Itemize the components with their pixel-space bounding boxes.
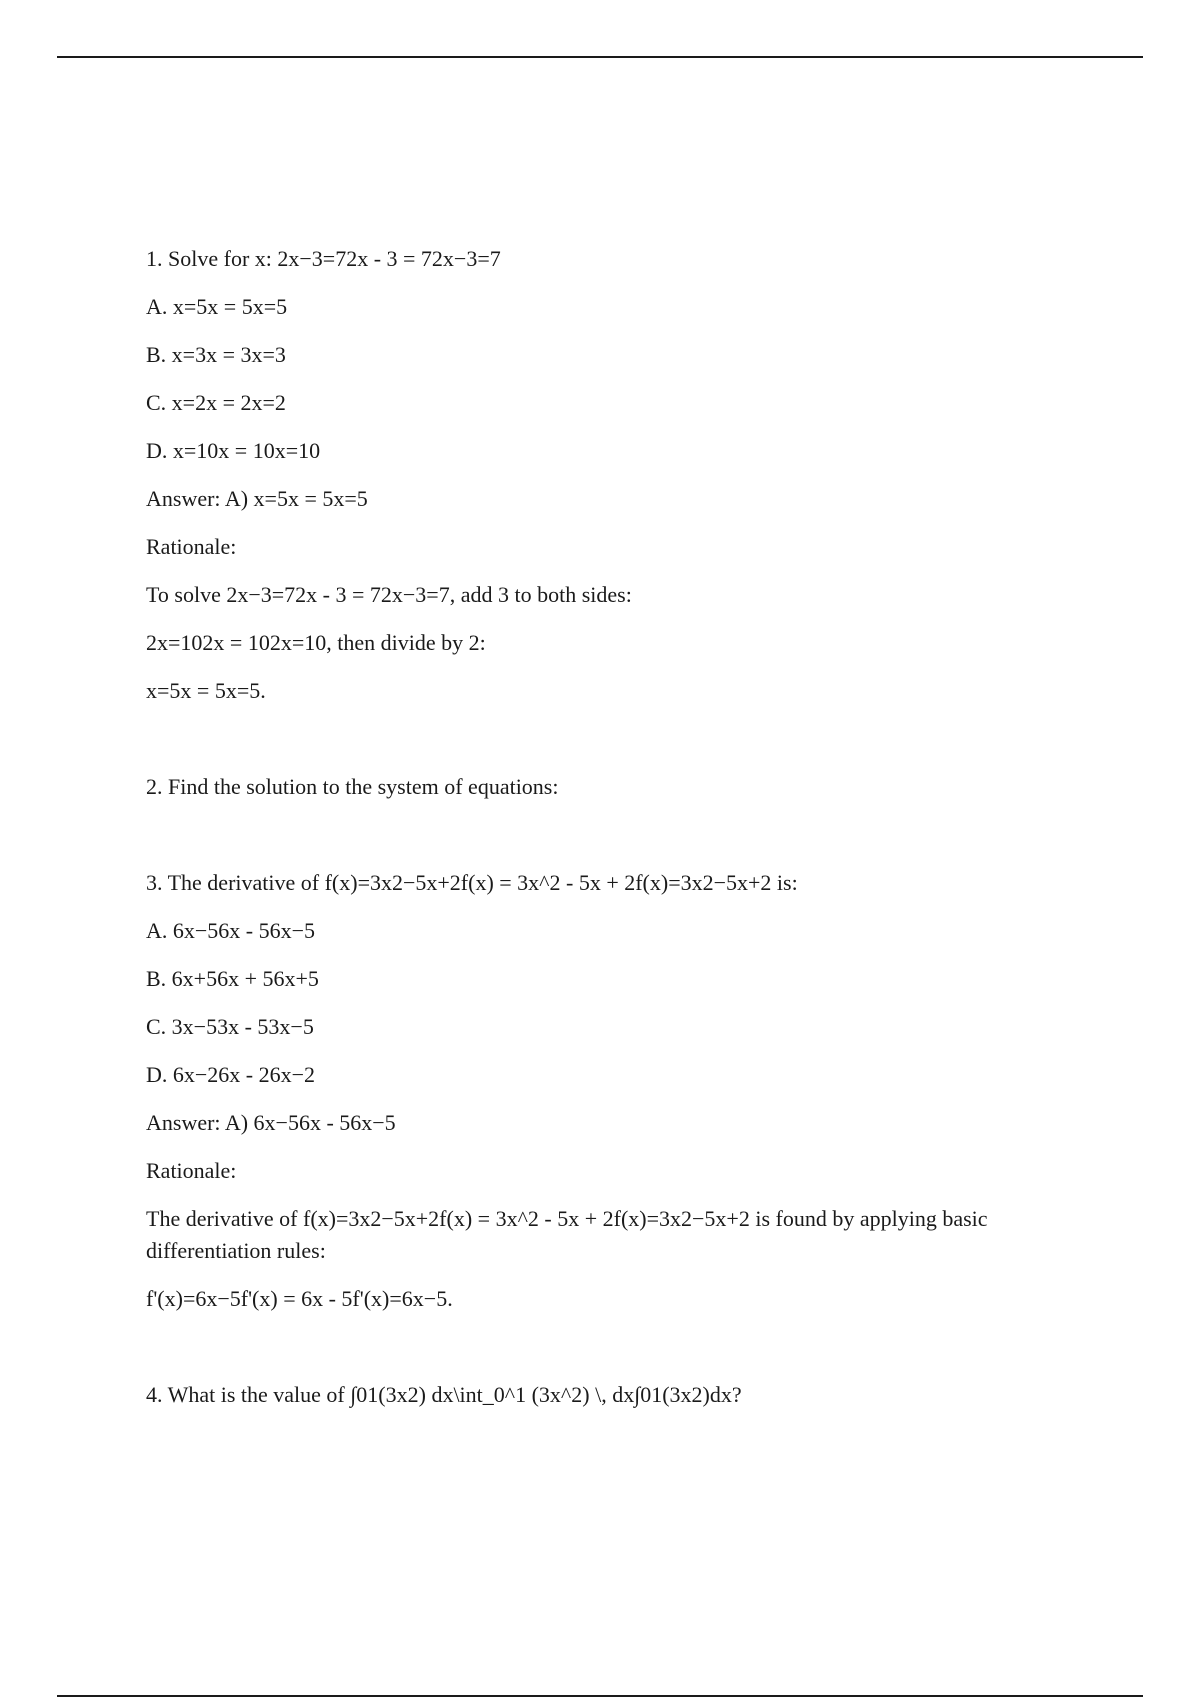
question-3-option-b: B. 6x+56x + 56x+5 bbox=[146, 966, 319, 991]
question-2-stem: 2. Find the solution to the system of equations: bbox=[146, 774, 559, 799]
question-1-rationale-line-2: 2x=102x = 102x=10, then divide by 2: bbox=[146, 630, 486, 655]
question-4 bbox=[146, 1379, 1086, 1411]
question-3-answer: Answer: A) 6x−56x - 56x−5 bbox=[146, 1110, 396, 1135]
question-3-option-a: A. 6x−56x - 56x−5 bbox=[146, 918, 316, 943]
document-body bbox=[146, 243, 1086, 1427]
footer-rule bbox=[57, 1695, 1143, 1697]
question-1-rationale-line-1: To solve 2x−3=72x - 3 = 72x−3=7, add 3 to both sides: bbox=[146, 582, 632, 607]
spacer bbox=[146, 723, 1086, 771]
question-2 bbox=[146, 771, 1086, 803]
header-rule bbox=[57, 56, 1143, 58]
question-1 bbox=[146, 243, 1086, 707]
spacer bbox=[146, 1331, 1086, 1379]
question-1-option-d: D. x=10x = 10x=10 bbox=[146, 438, 321, 463]
question-1-option-a: A. x=5x = 5x=5 bbox=[146, 294, 288, 319]
question-1-stem: 1. Solve for x: 2x−3=72x - 3 = 72x−3=7 bbox=[146, 246, 501, 271]
question-3-option-c: C. 3x−53x - 53x−5 bbox=[146, 1014, 314, 1039]
question-3-rationale-label: Rationale: bbox=[146, 1158, 237, 1183]
question-3-stem: 3. The derivative of f(x)=3x2−5x+2f(x) = 3x^2 - 5x + 2f(x)=3x2−5x+2 is: bbox=[146, 870, 798, 895]
question-1-rationale-line-3: x=5x = 5x=5. bbox=[146, 678, 266, 703]
question-3-option-d: D. 6x−26x - 26x−2 bbox=[146, 1062, 316, 1087]
question-1-option-b: B. x=3x = 3x=3 bbox=[146, 342, 286, 367]
spacer bbox=[146, 819, 1086, 867]
question-1-answer: Answer: A) x=5x = 5x=5 bbox=[146, 486, 368, 511]
question-1-option-c: C. x=2x = 2x=2 bbox=[146, 390, 286, 415]
question-3-rationale-line-1: The derivative of f(x)=3x2−5x+2f(x) = 3x^2 - 5x + 2f(x)=3x2−5x+2 is found by applying basic differentiation rules: bbox=[146, 1206, 988, 1263]
question-3-rationale-line-2: f'(x)=6x−5f'(x) = 6x - 5f'(x)=6x−5. bbox=[146, 1286, 453, 1311]
question-4-stem: 4. What is the value of ∫01(3x2) dx\int_0^1 (3x^2) \, dx∫01(3x2)dx? bbox=[146, 1382, 742, 1407]
question-1-rationale-label: Rationale: bbox=[146, 534, 237, 559]
question-3 bbox=[146, 867, 1086, 1315]
